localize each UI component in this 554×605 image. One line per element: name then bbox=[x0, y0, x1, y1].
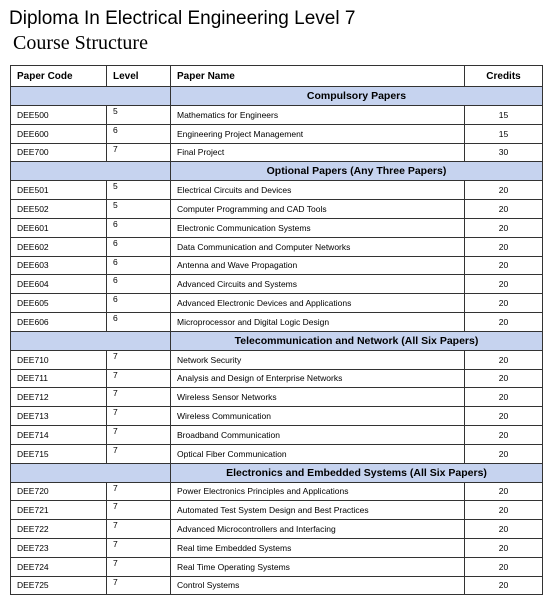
table-row bbox=[11, 312, 543, 331]
paper-code-cell: DEE606 bbox=[11, 312, 107, 331]
paper-code-cell: DEE714 bbox=[11, 425, 107, 444]
credits-cell: 20 bbox=[465, 538, 543, 557]
paper-name-cell: Electrical Circuits and Devices bbox=[171, 181, 465, 200]
level-cell: 7 bbox=[107, 444, 171, 463]
level-cell: 6 bbox=[107, 294, 171, 313]
credits-cell: 20 bbox=[465, 444, 543, 463]
credits-cell: 30 bbox=[465, 143, 543, 162]
credits-cell: 20 bbox=[465, 350, 543, 369]
table-body bbox=[11, 87, 543, 595]
credits-cell: 15 bbox=[465, 124, 543, 143]
section-header-blank bbox=[11, 162, 171, 181]
paper-name-cell: Final Project bbox=[171, 143, 465, 162]
paper-code-cell: DEE723 bbox=[11, 538, 107, 557]
level-cell: 6 bbox=[107, 124, 171, 143]
credits-cell: 20 bbox=[465, 520, 543, 539]
credits-cell: 20 bbox=[465, 256, 543, 275]
table-row bbox=[11, 444, 543, 463]
credits-cell: 20 bbox=[465, 237, 543, 256]
level-cell: 7 bbox=[107, 501, 171, 520]
credits-cell: 20 bbox=[465, 294, 543, 313]
table-row bbox=[11, 407, 543, 426]
table-row bbox=[11, 218, 543, 237]
level-cell: 7 bbox=[107, 369, 171, 388]
paper-code-cell: DEE712 bbox=[11, 388, 107, 407]
table-row bbox=[11, 557, 543, 576]
paper-code-cell: DEE710 bbox=[11, 350, 107, 369]
document-title: Diploma In Electrical Engineering Level 7 bbox=[9, 8, 356, 29]
section-header-row bbox=[11, 331, 543, 350]
credits-cell: 20 bbox=[465, 576, 543, 595]
header-paper-name: Paper Name bbox=[171, 66, 465, 87]
section-header-blank bbox=[11, 331, 171, 350]
paper-code-cell: DEE711 bbox=[11, 369, 107, 388]
paper-code-cell: DEE600 bbox=[11, 124, 107, 143]
credits-cell: 20 bbox=[465, 407, 543, 426]
credits-cell: 20 bbox=[465, 501, 543, 520]
paper-code-cell: DEE602 bbox=[11, 237, 107, 256]
table-row bbox=[11, 482, 543, 501]
table-row bbox=[11, 106, 543, 125]
table-header-row bbox=[11, 66, 543, 87]
paper-code-cell: DEE715 bbox=[11, 444, 107, 463]
paper-name-cell: Antenna and Wave Propagation bbox=[171, 256, 465, 275]
table-row bbox=[11, 425, 543, 444]
level-cell: 5 bbox=[107, 181, 171, 200]
credits-cell: 20 bbox=[465, 369, 543, 388]
section-header-row bbox=[11, 463, 543, 482]
paper-name-cell: Control Systems bbox=[171, 576, 465, 595]
table-row bbox=[11, 388, 543, 407]
paper-name-cell: Real Time Operating Systems bbox=[171, 557, 465, 576]
level-cell: 7 bbox=[107, 143, 171, 162]
section-header-blank bbox=[11, 463, 171, 482]
paper-name-cell: Electronic Communication Systems bbox=[171, 218, 465, 237]
table-row bbox=[11, 256, 543, 275]
table-row bbox=[11, 520, 543, 539]
table-row bbox=[11, 576, 543, 595]
paper-name-cell: Network Security bbox=[171, 350, 465, 369]
level-cell: 5 bbox=[107, 106, 171, 125]
header-paper-code: Paper Code bbox=[11, 66, 107, 87]
section-heading: Compulsory Papers bbox=[171, 87, 543, 106]
section-header-blank bbox=[11, 87, 171, 106]
paper-code-cell: DEE725 bbox=[11, 576, 107, 595]
table-row bbox=[11, 200, 543, 219]
table-row bbox=[11, 369, 543, 388]
paper-name-cell: Automated Test System Design and Best Practices bbox=[171, 501, 465, 520]
section-heading: Telecommunication and Network (All Six Papers) bbox=[171, 331, 543, 350]
level-cell: 6 bbox=[107, 312, 171, 331]
level-cell: 7 bbox=[107, 557, 171, 576]
credits-cell: 20 bbox=[465, 557, 543, 576]
header-credits: Credits bbox=[465, 66, 543, 87]
paper-code-cell: DEE700 bbox=[11, 143, 107, 162]
paper-name-cell: Power Electronics Principles and Applications bbox=[171, 482, 465, 501]
level-cell: 7 bbox=[107, 388, 171, 407]
credits-cell: 20 bbox=[465, 425, 543, 444]
level-cell: 7 bbox=[107, 520, 171, 539]
paper-name-cell: Data Communication and Computer Networks bbox=[171, 237, 465, 256]
paper-code-cell: DEE713 bbox=[11, 407, 107, 426]
paper-name-cell: Real time Embedded Systems bbox=[171, 538, 465, 557]
credits-cell: 20 bbox=[465, 312, 543, 331]
paper-code-cell: DEE601 bbox=[11, 218, 107, 237]
level-cell: 6 bbox=[107, 237, 171, 256]
paper-name-cell: Mathematics for Engineers bbox=[171, 106, 465, 125]
paper-name-cell: Computer Programming and CAD Tools bbox=[171, 200, 465, 219]
paper-code-cell: DEE721 bbox=[11, 501, 107, 520]
header-level: Level bbox=[107, 66, 171, 87]
level-cell: 6 bbox=[107, 275, 171, 294]
paper-code-cell: DEE604 bbox=[11, 275, 107, 294]
credits-cell: 15 bbox=[465, 106, 543, 125]
credits-cell: 20 bbox=[465, 218, 543, 237]
level-cell: 7 bbox=[107, 576, 171, 595]
table-row bbox=[11, 350, 543, 369]
level-cell: 7 bbox=[107, 482, 171, 501]
paper-name-cell: Analysis and Design of Enterprise Networks bbox=[171, 369, 465, 388]
paper-name-cell: Advanced Microcontrollers and Interfacing bbox=[171, 520, 465, 539]
section-header-row bbox=[11, 87, 543, 106]
paper-name-cell: Engineering Project Management bbox=[171, 124, 465, 143]
paper-code-cell: DEE500 bbox=[11, 106, 107, 125]
paper-code-cell: DEE722 bbox=[11, 520, 107, 539]
paper-code-cell: DEE501 bbox=[11, 181, 107, 200]
paper-name-cell: Wireless Communication bbox=[171, 407, 465, 426]
credits-cell: 20 bbox=[465, 200, 543, 219]
paper-code-cell: DEE502 bbox=[11, 200, 107, 219]
paper-name-cell: Microprocessor and Digital Logic Design bbox=[171, 312, 465, 331]
level-cell: 7 bbox=[107, 538, 171, 557]
table-row bbox=[11, 501, 543, 520]
paper-code-cell: DEE605 bbox=[11, 294, 107, 313]
paper-code-cell: DEE724 bbox=[11, 557, 107, 576]
level-cell: 6 bbox=[107, 256, 171, 275]
paper-name-cell: Optical Fiber Communication bbox=[171, 444, 465, 463]
credits-cell: 20 bbox=[465, 388, 543, 407]
credits-cell: 20 bbox=[465, 482, 543, 501]
paper-name-cell: Broadband Communication bbox=[171, 425, 465, 444]
table-row bbox=[11, 124, 543, 143]
section-heading: Electronics and Embedded Systems (All Six Papers) bbox=[171, 463, 543, 482]
credits-cell: 20 bbox=[465, 181, 543, 200]
document-subtitle: Course Structure bbox=[13, 32, 148, 54]
level-cell: 7 bbox=[107, 350, 171, 369]
table-row bbox=[11, 275, 543, 294]
table-row bbox=[11, 294, 543, 313]
table-row bbox=[11, 237, 543, 256]
credits-cell: 20 bbox=[465, 275, 543, 294]
course-structure-table bbox=[10, 65, 543, 595]
level-cell: 7 bbox=[107, 407, 171, 426]
level-cell: 7 bbox=[107, 425, 171, 444]
level-cell: 5 bbox=[107, 200, 171, 219]
table-row bbox=[11, 181, 543, 200]
level-cell: 6 bbox=[107, 218, 171, 237]
paper-code-cell: DEE603 bbox=[11, 256, 107, 275]
paper-name-cell: Advanced Circuits and Systems bbox=[171, 275, 465, 294]
paper-name-cell: Wireless Sensor Networks bbox=[171, 388, 465, 407]
section-heading: Optional Papers (Any Three Papers) bbox=[171, 162, 543, 181]
table-row bbox=[11, 143, 543, 162]
table-row bbox=[11, 538, 543, 557]
paper-code-cell: DEE720 bbox=[11, 482, 107, 501]
section-header-row bbox=[11, 162, 543, 181]
paper-name-cell: Advanced Electronic Devices and Applications bbox=[171, 294, 465, 313]
